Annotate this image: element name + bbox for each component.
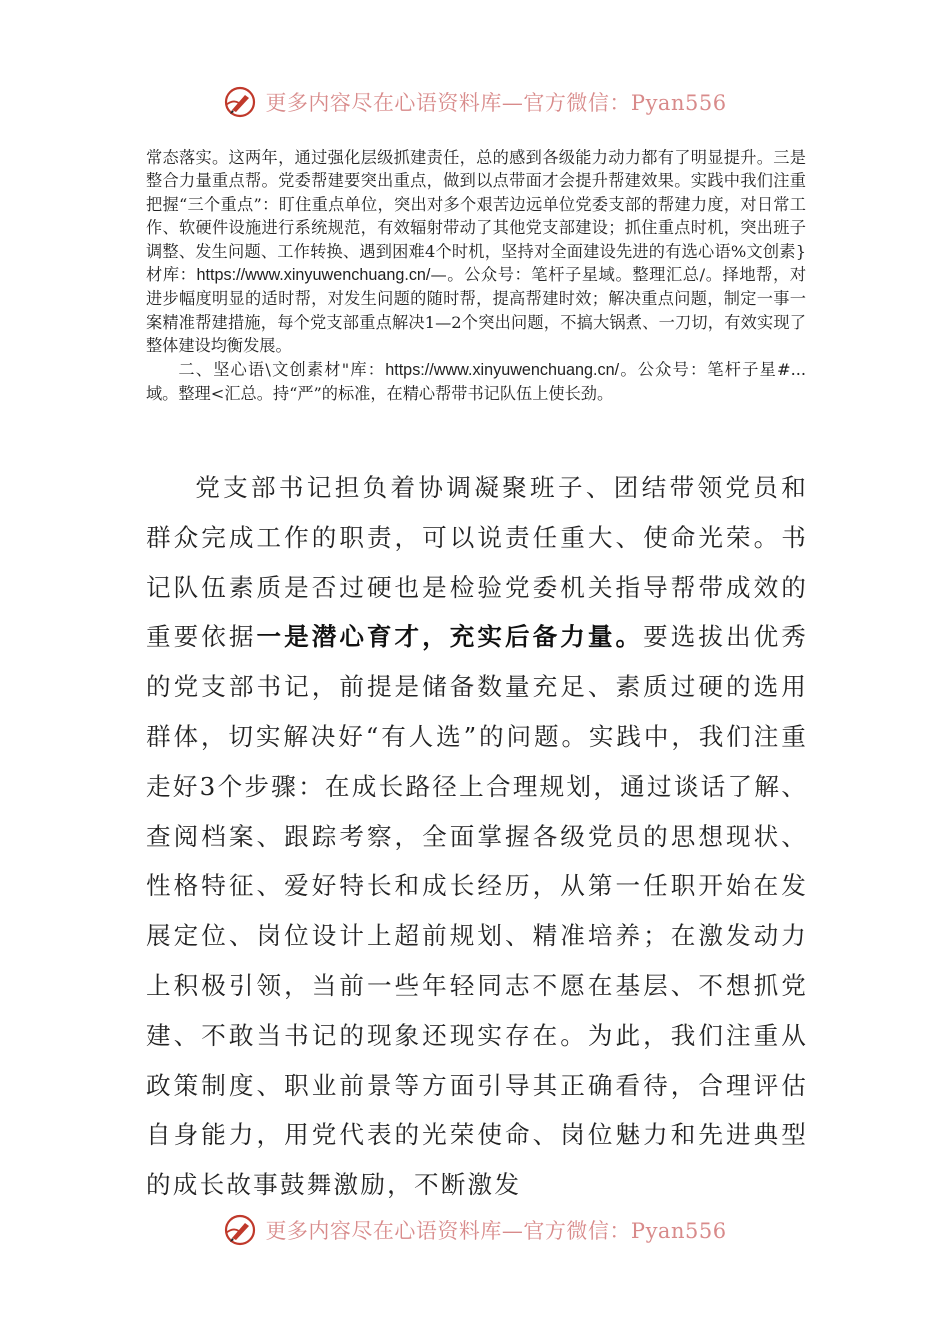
small-paragraph-2-text-a: 二、坚心语\文创素材"库： bbox=[178, 359, 386, 379]
small-text-block bbox=[146, 146, 806, 405]
small-paragraph-1-text-b: —。公众号：笔杆子星域。整理汇总/。择地帮，对进步幅度明显的适时帮，对发生问题的随时帮，提高帮建时效；解决重点问题，制定一事一案精准帮建措施，每个党支部重点解决1—2个突出问题，不搞大锅煮、一刀切，有效实现了整体建设均衡发展。 bbox=[146, 265, 807, 356]
small-paragraph-2-url[interactable]: https://www.xinyuwenchuang.cn/ bbox=[385, 360, 620, 379]
main-text-block bbox=[146, 463, 808, 1210]
small-paragraph-1-text-a: 常态落实。这两年，通过强化层级抓建责任，总的感到各级能力动力都有了明显提升。三是整合力量重点帮。党委帮建要突出重点，做到以点带面才会提升帮建效果。实践中我们注重把握“三个重点”：盯住重点单位，突出对多个艰苦边远单位党委支部的帮建力度，对日常工作、软硬件设施进行系统规范，有效辐射带动了其他党支部建设；抓住重点时机，突出班子调整、发生问题、工作转换、遇到困难4个时机，坚持对全面建设先进的有选心语%文创素}材库： bbox=[146, 148, 806, 285]
main-rest-text: 要选拔出优秀的党支部书记，前提是储备数量充足、素质过硬的选用群体，切实解决好“有人选”的问题。实践中，我们注重走好3个步骤：在成长路径上合理规划，通过谈话了解、查阅档案、跟踪考察，全面掌握各级党员的思想现状、性格特征、爱好特长和成长经历，从第一任职开始在发展定位、岗位设计上超前规划、精准培养；在激发动力上积极引领，当前一些年轻同志不愿在基层、不想抓党建、不敢当书记的现象还现实存在。为此，我们注重从政策制度、职业前景等方面引导其正确看待，合理评估自身能力，用党代表的光荣使命、岗位魅力和先进典型的成长故事鼓舞激励，不断激发 bbox=[146, 622, 808, 1200]
small-paragraph-2 bbox=[146, 358, 806, 406]
main-paragraph bbox=[146, 463, 808, 1210]
header-text: 更多内容尽在心语资料库—官方微信：Pyan556 bbox=[265, 91, 727, 115]
small-paragraph-1-url[interactable]: https://www.xinyuwenchuang.cn/ bbox=[196, 266, 431, 285]
pen-logo-icon bbox=[223, 1213, 257, 1247]
small-paragraph-2-text-b: 。公众号：笔杆子星#...域。整理<汇总。持“严”的标准，在精心帮带书记队伍上使长劲。 bbox=[146, 359, 807, 404]
small-paragraph-1 bbox=[146, 146, 806, 358]
main-bold-heading: 一是潜心育才，充实后备力量。 bbox=[256, 622, 644, 652]
footer-banner bbox=[0, 1210, 950, 1250]
footer-text: 更多内容尽在心语资料库—官方微信：Pyan556 bbox=[265, 1219, 727, 1243]
main-intro-text: 党支部书记担负着协调凝聚班子、团结带领党员和群众完成工作的职责，可以说责任重大、使命光荣。书记队伍素质是否过硬也是检验党委机关指导帮带成效的重要依据 bbox=[146, 473, 808, 652]
pen-logo-icon bbox=[223, 85, 257, 119]
header-banner bbox=[0, 82, 950, 122]
